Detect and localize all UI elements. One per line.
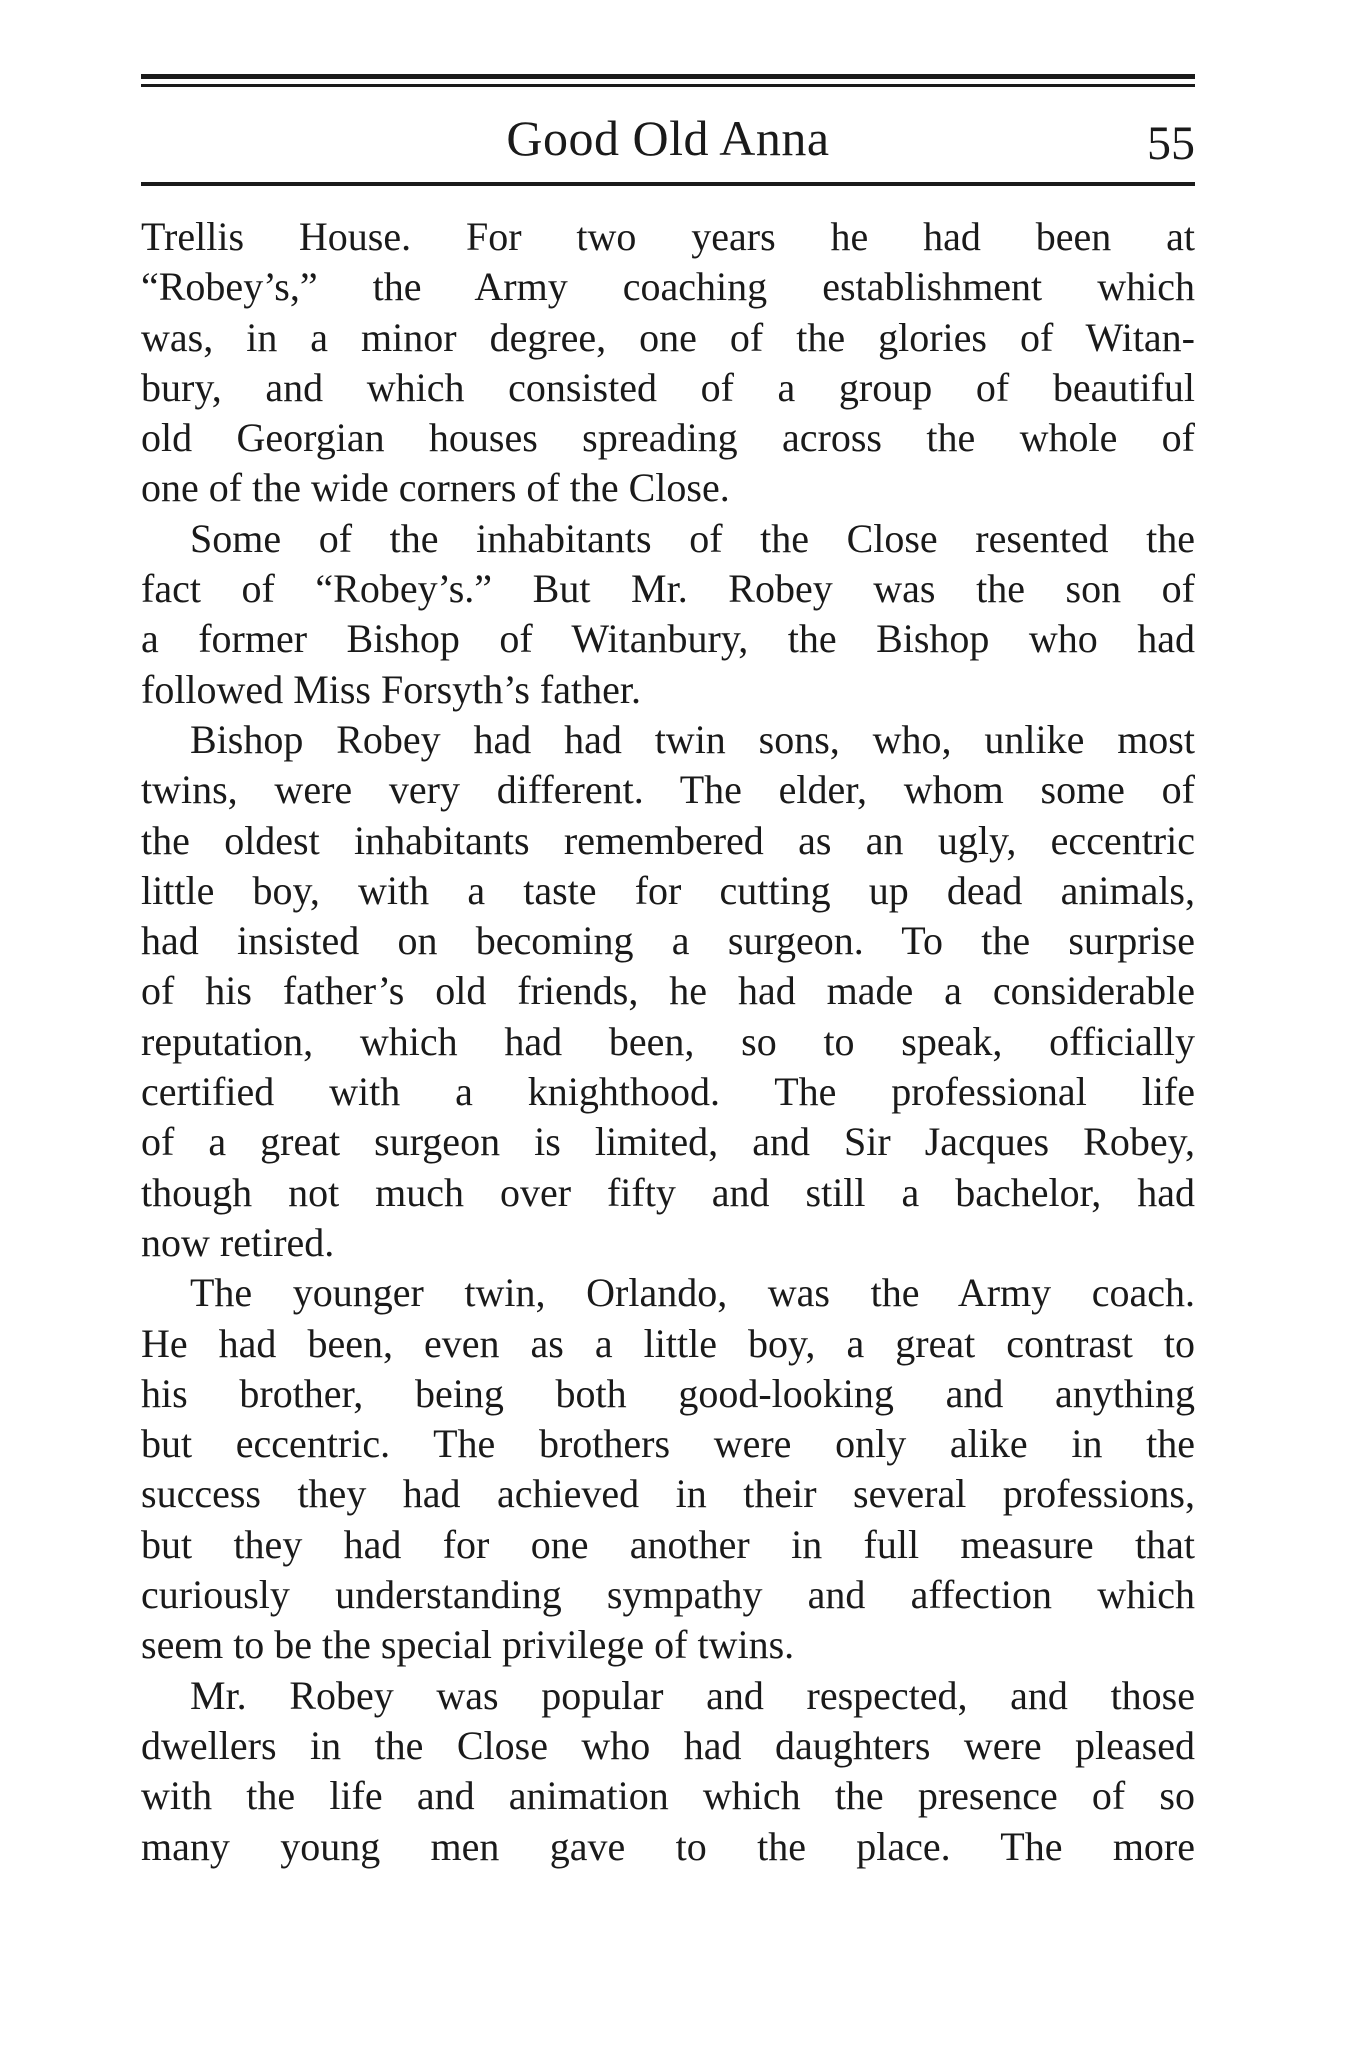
text-line: Mr. Robey was popular and respected, and those — [190, 1672, 1195, 1718]
text-line: certified with a knighthood. The professional life — [141, 1069, 1195, 1115]
text-line: had insisted on becoming a surgeon. To the surprise — [141, 918, 1195, 964]
text-line: but eccentric. The brothers were only alike in the — [141, 1421, 1195, 1467]
text-line: “Robey’s,” the Army coaching establishment which — [141, 264, 1195, 310]
text-line: of his father’s old friends, he had made a considerable — [141, 968, 1195, 1014]
text-line: dwellers in the Close who had daughters were pleased — [141, 1722, 1195, 1768]
text-line: success they had achieved in their several professions, — [141, 1471, 1195, 1517]
text-line: seem to be the special privilege of twins. — [141, 1622, 795, 1668]
text-line: though not much over fifty and still a bachelor, had — [141, 1169, 1195, 1215]
text-line: old Georgian houses spreading across the whole of — [141, 415, 1195, 461]
text-line: The younger twin, Orlando, was the Army coach. — [190, 1270, 1195, 1316]
text-line: bury, and which consisted of a group of beautiful — [141, 364, 1195, 410]
text-line: a former Bishop of Witanbury, the Bishop who had — [141, 616, 1195, 662]
text-line: curiously understanding sympathy and affection which — [141, 1572, 1195, 1618]
running-head — [141, 106, 1195, 170]
text-line: He had been, even as a little boy, a great contrast to — [141, 1320, 1195, 1366]
text-line: of a great surgeon is limited, and Sir Jacques Robey, — [141, 1119, 1195, 1165]
text-line: but they had for one another in full measure that — [141, 1521, 1195, 1567]
text-line: many young men gave to the place. The more — [141, 1823, 1195, 1869]
text-line: Some of the inhabitants of the Close resented the — [190, 515, 1195, 561]
text-line: the oldest inhabitants remembered as an ugly, eccentric — [141, 817, 1195, 863]
page-number: 55 — [1147, 117, 1195, 170]
text-line: reputation, which had been, so to speak, officially — [141, 1018, 1195, 1064]
running-title: Good Old Anna — [506, 110, 830, 166]
body-text — [141, 212, 1195, 1872]
text-line: was, in a minor degree, one of the glories of Witan- — [141, 314, 1195, 360]
text-line: one of the wide corners of the Close. — [141, 465, 730, 511]
text-line: Trellis House. For two years he had been at — [141, 214, 1195, 259]
text-line: little boy, with a taste for cutting up dead animals, — [141, 867, 1195, 913]
text-line: Bishop Robey had had twin sons, who, unlike most — [190, 716, 1195, 762]
header-rule-top — [141, 74, 1195, 79]
text-line: twins, were very different. The elder, whom some of — [141, 767, 1195, 813]
text-line: with the life and animation which the presence of so — [141, 1773, 1195, 1819]
text-line: his brother, being both good-looking and anything — [141, 1370, 1195, 1416]
text-line: fact of “Robey’s.” But Mr. Robey was the son of — [141, 566, 1195, 612]
text-line: followed Miss Forsyth’s father. — [141, 666, 641, 712]
header-rule-bottom — [141, 182, 1195, 186]
text-line: now retired. — [141, 1219, 335, 1265]
header-rule-top-thin — [141, 84, 1195, 87]
